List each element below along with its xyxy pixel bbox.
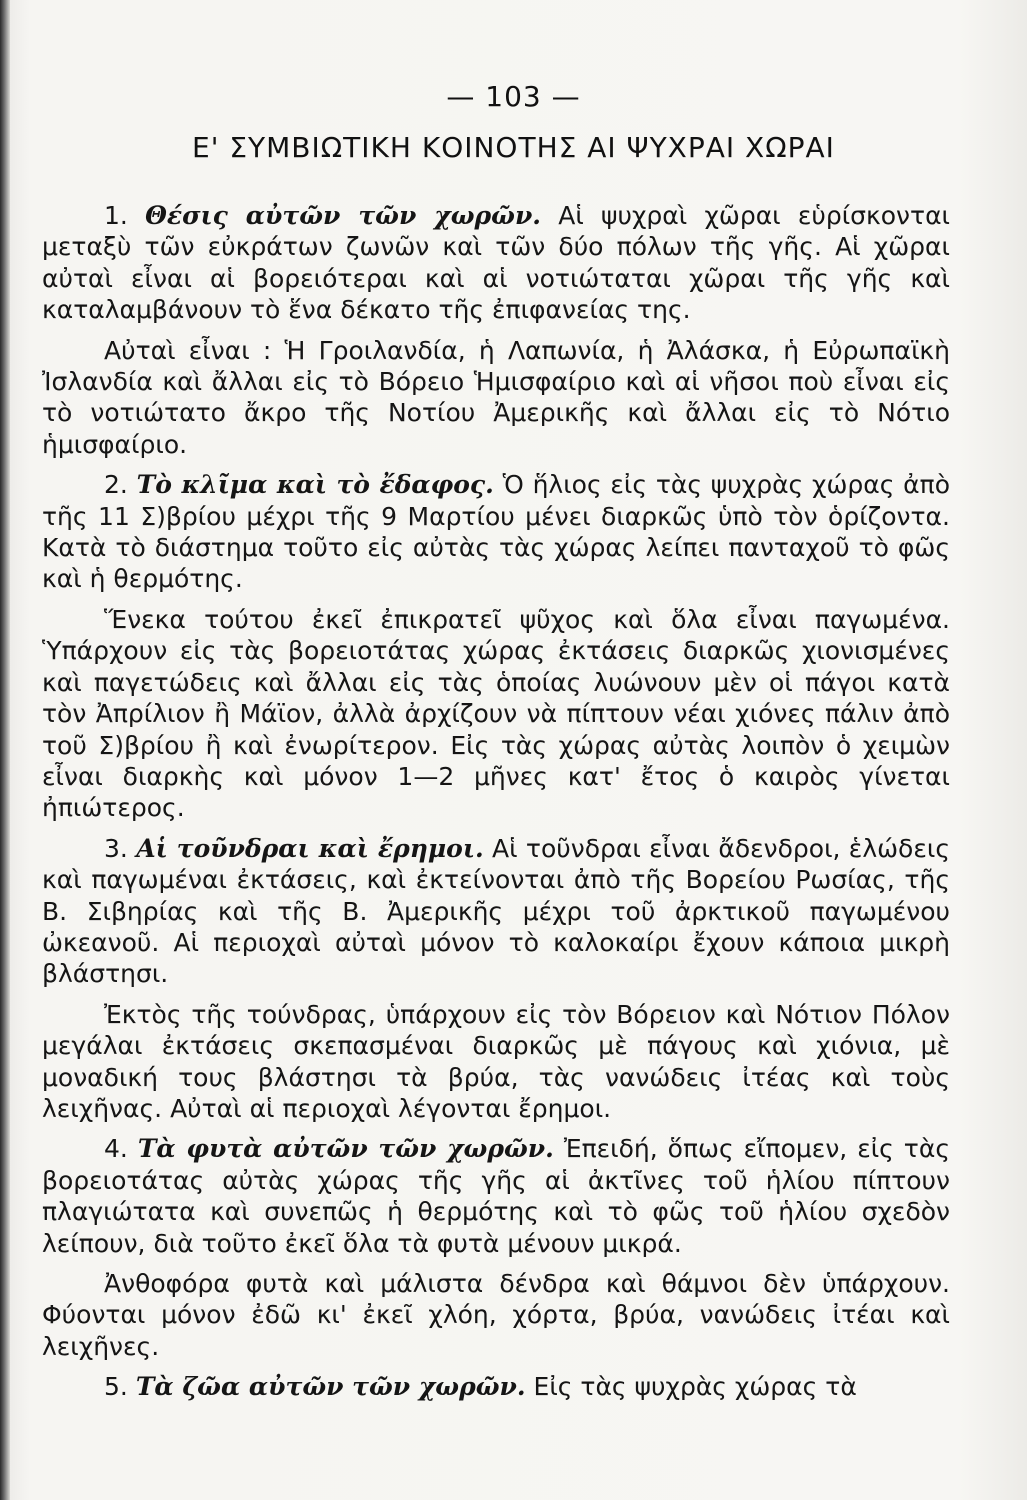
section-heading: Τὸ κλῖμα καὶ τὸ ἔδαφος. [136,470,494,500]
paragraph-text: Αἱ ψυχραὶ χῶραι εὑρίσκονται μεταξὺ τῶν εὐκράτων ζωνῶν καὶ τῶν δύο πόλων τῆς γῆς. Αἱ χῶραι αὐταὶ εἶναι αἱ βορειότεραι καὶ αἱ νοτιώταται χῶραι τῆς γῆς καὶ καταλαμβάνουν τὸ ἕνα δέκατο τῆς ἐπιφανείας της. [42,201,951,325]
paragraph-text: Ὁ ἥλιος εἰς τὰς ψυχρὰς χώρας ἀπὸ τῆς 11 Σ)βρίου μέχρι τῆς 9 Μαρτίου μένει διαρκῶς ὑπὸ τὸν ὁρίζοντα. Κατὰ τὸ διάστημα τοῦτο εἰς αὐτὰς τὰς χώρας λείπει πανταχοῦ τὸ φῶς καὶ ἡ θερμότης. [42,470,950,594]
paragraph-text: Αἱ τοῦνδραι εἶναι ἄδενδροι, ἑλώδεις καὶ παγωμέναι ἐκτάσεις, καὶ ἐκτείνονται ἀπὸ τῆς Βορείου Ρωσίας, τῆς Β. Σιβηρίας καὶ τῆς Β. Ἀμερικῆς μέχρι τοῦ ἀρκτικοῦ παγωμένου ὠκεανοῦ. Αἱ περιοχαὶ αὐταὶ μόνον τὸ καλοκαίρι ἔχουν κάποια μικρὴ βλάστησι. [42,833,950,989]
page-number: — 103 — [446,80,581,113]
paragraph-text: Εἰς τὰς ψυχρὰς χώρας τὰ [533,1372,857,1402]
paragraph-text: Ἐκτὸς τῆς τούνδρας, ὑπάρχουν εἰς τὸν Βόρειον καὶ Νότιον Πόλον μεγάλαι ἐκτάσεις σκεπασμέναι διαρκῶς μὲ πάγους καὶ χιόνια, μὲ μοναδική τους βλάστησι τὰ βρύα, τὰς νανώδεις ἰτέας καὶ τοὺς λειχῆνας. Αὐταὶ αἱ περιοχαὶ λέγονται ἔρημοι. [42,999,950,1123]
paragraph-text: Ἐπειδή, ὅπως εἴπομεν, εἰς τὰς βορειοτάτας αὐτὰς χώρας τῆς γῆς αἱ ἀκτῖνες τοῦ ἡλίου πίπτουν πλαγιώτατα καὶ συνεπῶς ἡ θερμότης καὶ τὸ φῶς τοῦ ἡλίου σχεδὸν λείπουν, διὰ τοῦτο ἐκεῖ ὅλα τὰ φυτὰ μένουν μικρά. [42,1134,951,1258]
paragraph-6 [42,999,950,1125]
section-heading: Αἱ τοῦνδραι καὶ ἔρημοι. [136,833,484,863]
section-heading: Θέσις αὐτῶν τῶν χωρῶν. [145,201,542,230]
section-heading: Τὰ φυτὰ αὐτῶν τῶν χωρῶν. [137,1134,554,1164]
section-number: 4. [104,1134,128,1164]
body-text [42,200,950,1403]
paragraph-3 [42,469,950,595]
book-spine-shadow [0,0,10,1500]
paragraph-text: Αὐταὶ εἶναι : Ἡ Γροιλανδία, ἡ Λαπωνία, ἡ Ἀλάσκα, ἡ Εὐρωπαϊκὴ Ἰσλανδία καὶ ἄλλαι εἰς τὸ Βόρειο Ἡμισφαίριο καὶ αἱ νῆσοι ποὺ εἶναι εἰς τὸ νοτιώτατο ἄκρο τῆς Νοτίου Ἀμερικῆς καὶ ἄλλαι εἰς τὸ Νότιο ἡμισφαίριο. [42,335,950,459]
chapter-title: Ε' ΣΥΜΒΙΩΤΙΚΗ ΚΟΙΝΟΤΗΣ ΑΙ ΨΥΧΡΑΙ ΧΩΡΑΙ [192,131,835,164]
section-number: 5. [104,1372,128,1402]
section-heading: Τὰ ζῶα αὐτῶν τῶν χωρῶν. [135,1372,526,1402]
paragraph-5 [42,833,950,990]
paragraph-7 [42,1133,950,1259]
paragraph-8 [42,1268,950,1362]
paragraph-text: Ἕνεκα τούτου ἐκεῖ ἐπικρατεῖ ψῦχος καὶ ὅλα εἶναι παγωμένα. Ὑπάρχουν εἰς τὰς βορειοτάτας χώρας ἐκτάσεις διαρκῶς χιονισμένες καὶ παγετώδεις καὶ ἄλλαι εἰς τὰς ὁποίας λυώνουν μὲν οἱ πάγοι κατὰ τὸν Ἀπρίλιον ἢ Μάϊον, ἀλλὰ ἀρχίζουν νὰ πίπτουν νέαι χιόνες πάλιν ἀπὸ τοῦ Σ)βρίου ἢ καὶ ἐνωρίτερον. Εἰς τὰς χώρας αὐτὰς λοιπὸν ὁ χειμὼν εἶναι διαρκὴς καὶ μόνον 1—2 μῆνες κατ' ἔτος ὁ καιρὸς γίνεται ἠπιώτερος. [42,604,950,823]
paragraph-2 [42,335,950,461]
paragraph-4 [42,604,950,824]
paragraph-9 [42,1371,950,1402]
paragraph-text: Ἀνθοφόρα φυτὰ καὶ μάλιστα δένδρα καὶ θάμνοι δὲν ὑπάρχουν. Φύονται μόνον ἐδῶ κι' ἐκεῖ χλόη, χόρτα, βρύα, νανώδεις ἰτέαι καὶ λειχῆνες. [42,1269,950,1361]
section-number: 2. [104,470,128,500]
paragraph-1 [42,200,950,326]
section-number: 3. [104,833,128,863]
section-number: 1. [104,201,128,230]
